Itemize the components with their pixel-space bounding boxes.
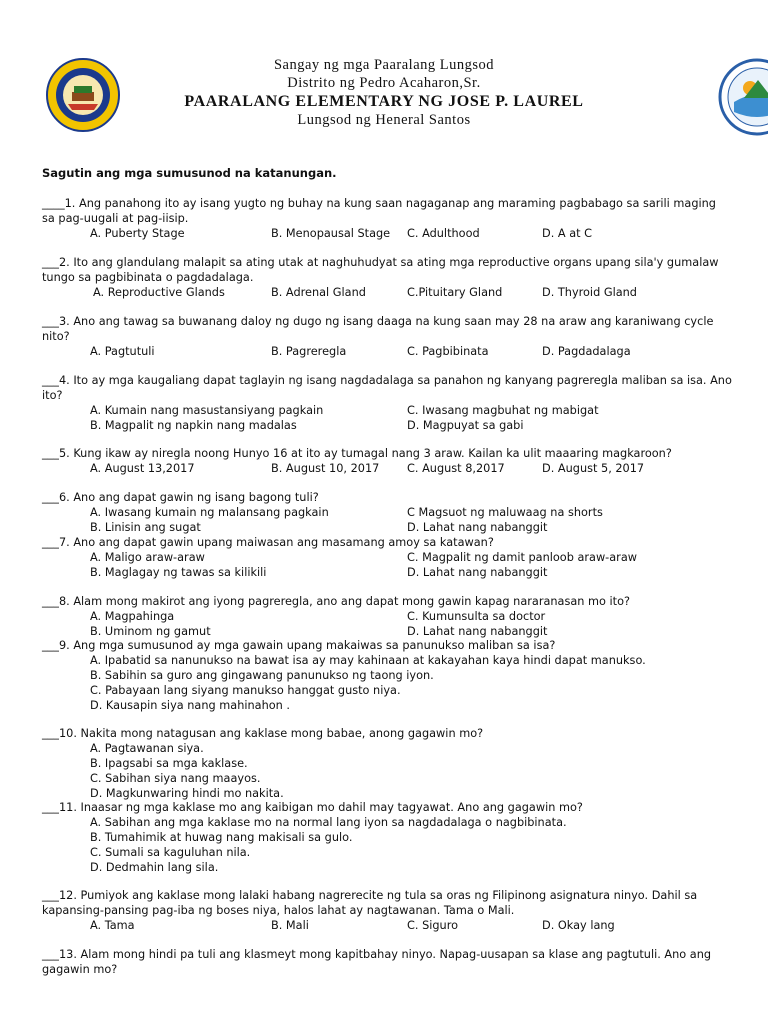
question-stem: ____1. Ang panahong ito ay isang yugto ng buhay na kung saan nagaganap ang maraming pagbabago sa sarili maging sa pag-uugali at pag-iisip. xyxy=(42,197,716,225)
answer-options xyxy=(42,756,732,771)
question-stem: ___6. Ano ang dapat gawin ng isang bagong tuli? xyxy=(42,491,319,504)
question-4 xyxy=(42,373,732,433)
answer-options xyxy=(42,815,732,830)
option-d: D. Lahat nang nabanggit xyxy=(407,566,548,579)
question-10 xyxy=(42,726,732,801)
answer-options xyxy=(42,344,732,359)
question-stem: ___2. Ito ang glandulang malapit sa ating utak at naghuhudyat sa ating mga reproductive organs upang sila'y gumalaw tungo sa pagbibinata o pagdadalaga. xyxy=(42,256,719,284)
answer-options xyxy=(42,698,732,713)
question-stem: ___4. Ito ay mga kaugaliang dapat taglayin ng isang nagdadalaga sa panahon ng kanyang pagreregla maliban sa isa. Ano ito? xyxy=(42,374,732,402)
option-a: A. Pagtutuli xyxy=(90,345,155,358)
header-division: Sangay ng mga Paaralang Lungsod xyxy=(273,57,495,73)
question-12 xyxy=(42,888,732,933)
letterhead xyxy=(0,56,768,129)
option-d: D. Lahat nang nabanggit xyxy=(407,521,548,534)
option-a: A. Kumain nang masustansiyang pagkain xyxy=(90,404,324,417)
answer-options xyxy=(42,403,732,418)
answer-options xyxy=(42,771,732,786)
question-2 xyxy=(42,255,732,300)
question-9 xyxy=(42,638,732,713)
option-d: D. Pagdadalaga xyxy=(542,345,631,358)
option-d: D. Thyroid Gland xyxy=(542,286,637,299)
answer-options xyxy=(42,285,732,300)
answer-options xyxy=(42,418,732,433)
option-d: D. A at C xyxy=(542,227,593,240)
answer-options xyxy=(42,624,732,639)
option-a: A. Reproductive Glands xyxy=(93,286,225,299)
option-d: D. Magpuyat sa gabi xyxy=(407,419,524,432)
option-c: C. Pabayaan lang siyang manukso hanggat gusto niya. xyxy=(90,684,401,697)
option-a: A. Sabihan ang mga kaklase mo na normal lang iyon sa nagdadalaga o nagbibinata. xyxy=(90,816,567,829)
question-stem: ___7. Ano ang dapat gawin upang maiwasan ang masamang amoy sa katawan? xyxy=(42,536,494,549)
question-stem: ___10. Nakita mong natagusan ang kaklase mong babae, anong gagawin mo? xyxy=(42,727,484,740)
answer-options xyxy=(42,668,732,683)
option-a: A. Puberty Stage xyxy=(90,227,185,240)
option-a: A. Tama xyxy=(90,919,135,932)
answer-options xyxy=(42,830,732,845)
question-13 xyxy=(42,947,732,977)
option-a: A. Pagtawanan siya. xyxy=(90,742,204,755)
option-a: A. Iwasang kumain ng malansang pagkain xyxy=(90,506,329,519)
option-c: C. Adulthood xyxy=(407,227,480,240)
question-stem: ___11. Inaasar ng mga kaklase mo ang kaibigan mo dahil may tagyawat. Ano ang gagawin mo? xyxy=(42,801,583,814)
option-c: C. Iwasang magbuhat ng mabigat xyxy=(407,404,599,417)
question-5 xyxy=(42,446,732,476)
option-b: B. Tumahimik at huwag nang makisali sa gulo. xyxy=(90,831,353,844)
option-d: D. Magkunwaring hindi mo nakita. xyxy=(90,787,284,800)
option-a: A. Ipabatid sa nanunukso na bawat isa ay may kahinaan at kakayahan kaya hindi dapat manukso. xyxy=(90,654,646,667)
option-b: B. Uminom ng gamut xyxy=(90,625,211,638)
option-a: A. Maligo araw-araw xyxy=(90,551,205,564)
answer-options xyxy=(42,845,732,860)
option-c: C. Siguro xyxy=(407,919,459,932)
answer-options xyxy=(42,550,732,565)
option-c: C.Pituitary Gland xyxy=(407,286,503,299)
answer-options xyxy=(42,918,732,933)
instructions: Sagutin ang mga sumusunod na katanungan. xyxy=(42,166,337,180)
question-7 xyxy=(42,535,732,580)
header-school-name: PAARALANG ELEMENTARY NG JOSE P. LAUREL xyxy=(184,93,584,110)
option-d: D. Kausapin siya nang mahinahon . xyxy=(90,699,290,712)
question-8 xyxy=(42,594,732,639)
option-b: B. Sabihin sa guro ang gingawang panunukso ng taong iyon. xyxy=(90,669,434,682)
answer-options xyxy=(42,461,732,476)
option-c: C. Pagbibinata xyxy=(407,345,489,358)
option-b: B. Linisin ang sugat xyxy=(90,521,201,534)
answer-options xyxy=(42,741,732,756)
question-11 xyxy=(42,800,732,875)
option-c: C. Magpalit ng damit panloob araw-araw xyxy=(407,551,637,564)
option-b: B. Menopausal Stage xyxy=(271,227,391,240)
question-stem: ___5. Kung ikaw ay niregla noong Hunyo 16 at ito ay tumagal nang 3 araw. Kailan ka ulit maaaring magkaroon? xyxy=(42,447,672,460)
question-stem: ___8. Alam mong makirot ang iyong pagreregla, ano ang dapat mong gawin kapag nararanasan mo ito? xyxy=(42,595,631,608)
option-d: D. Lahat nang nabanggit xyxy=(407,625,548,638)
option-c: C. Sabihan siya nang maayos. xyxy=(90,772,261,785)
answer-options xyxy=(42,520,732,535)
option-d: D. Okay lang xyxy=(542,919,615,932)
answer-options xyxy=(42,653,732,668)
header-city: Lungsod ng Heneral Santos xyxy=(297,112,471,128)
answer-options xyxy=(42,226,732,241)
answer-options xyxy=(42,786,732,801)
option-d: D. August 5, 2017 xyxy=(542,462,645,475)
option-b: B. Mali xyxy=(271,919,309,932)
answer-options xyxy=(42,683,732,698)
option-b: B. Magpalit ng napkin nang madalas xyxy=(90,419,297,432)
option-c: C. Sumali sa kaguluhan nila. xyxy=(90,846,251,859)
answer-options xyxy=(42,609,732,624)
option-c: C. Kumunsulta sa doctor xyxy=(407,610,546,623)
header-district: Distrito ng Pedro Acaharon,Sr. xyxy=(287,75,481,91)
option-b: B. Adrenal Gland xyxy=(271,286,366,299)
question-stem: ___3. Ano ang tawag sa buwanang daloy ng dugo ng isang daaga na kung saan may 28 na araw ang karaniwang cycle nito? xyxy=(42,315,714,343)
option-a: A. August 13,2017 xyxy=(90,462,195,475)
question-stem: ___13. Alam mong hindi pa tuli ang klasmeyt mong kapitbahay ninyo. Napag-uusapan sa klase ang pagtutuli. Ano ang gagawin mo? xyxy=(42,948,712,976)
option-c: C. August 8,2017 xyxy=(407,462,505,475)
answer-options xyxy=(42,860,732,875)
option-c: C Magsuot ng maluwaag na shorts xyxy=(407,506,603,519)
option-b: B. Pagreregla xyxy=(271,345,347,358)
option-b: B. Maglagay ng tawas sa kilikili xyxy=(90,566,267,579)
option-b: B. August 10, 2017 xyxy=(271,462,380,475)
question-3 xyxy=(42,314,732,359)
question-stem: ___9. Ang mga sumusunod ay mga gawain upang makaiwas sa panunukso maliban sa isa? xyxy=(42,639,556,652)
question-stem: ___12. Pumiyok ang kaklase mong lalaki habang nagrerecite ng tula sa oras ng Filipinong asignatura ninyo. Dahil sa kapansing-pansing pag-iba ng boses niya, halos lahat ay nagtawanan. Tama o Mali. xyxy=(42,889,698,917)
question-6 xyxy=(42,490,732,535)
question-1 xyxy=(42,196,732,241)
option-b: B. Ipagsabi sa mga kaklase. xyxy=(90,757,248,770)
answer-options xyxy=(42,565,732,580)
answer-options xyxy=(42,505,732,520)
option-d: D. Dedmahin lang sila. xyxy=(90,861,219,874)
option-a: A. Magpahinga xyxy=(90,610,175,623)
